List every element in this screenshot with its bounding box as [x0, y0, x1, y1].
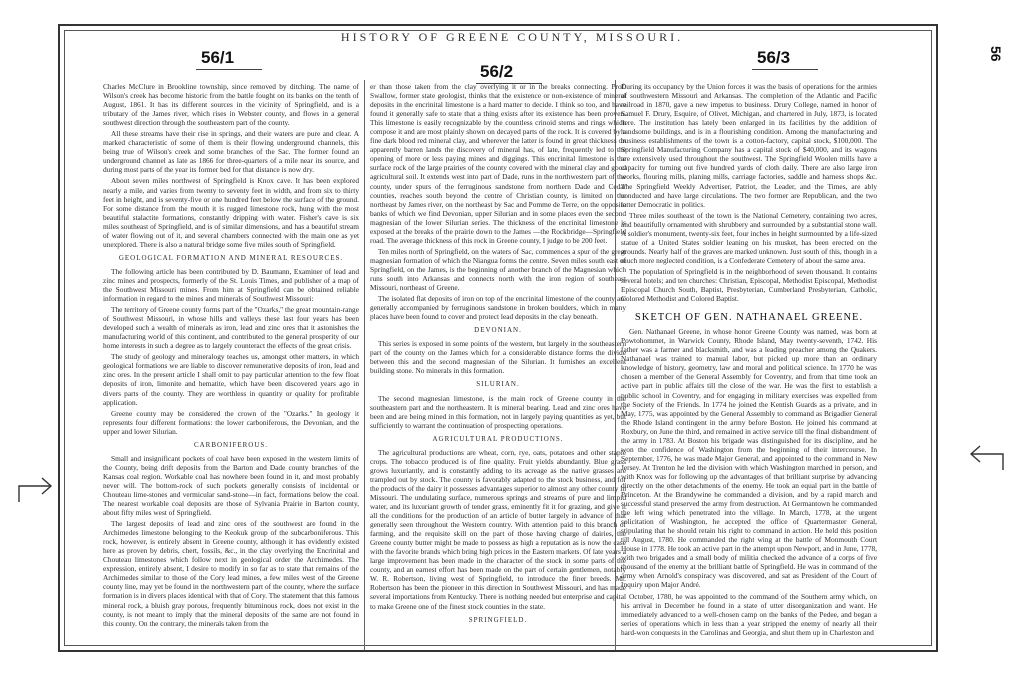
- section-heading: SPRINGFIELD.: [468, 615, 528, 624]
- text-column-2: [370, 82, 626, 648]
- section-heading: GEOLOGICAL FORMATION AND MINERAL RESOURCES.: [118, 253, 344, 262]
- paragraph: The agricultural productions are wheat, corn, rye, oats, potatoes and other staple crops. The tobacco produced is of fine quality. Fruit yields abundantly. Blue grass grows luxuriantly, and is constantly adding to its acreage as the native grasses are trampled out by stock. The county is favorably adapted to the stock business, and for the products of the dairy it possesses advantages superior to almost any other county in Missouri. The undulating surface, numerous springs and streams of pure and limpid water, and its luxuriant growth of tender grass, eminently fit it for grazing, and give it all the conditions for the production of an article of butter largely in advance of that generally seen throughout the Western country. With attention paid to this branch of farming, and the requisite skill on the part of those having charge of dairies, the Greene county butter might be made to possess as high a reputation as is now the case with the favorite brands which bring high prices in the Eastern markets. Of late years a large improvement has been made in the character of the stock in some parts of the county, and an earnest effort has been made on the part of certain gentlemen, notably W. R. Robertson, living west of Springfield, to introduce the finer breeds. Mr. Robertson has been the pioneer in this direction in Southwest Missouri, and has made several importations from Kentucky. There is nothing needed but enterprise and capital to make Greene one of the finest stock counties in the state.: [370, 447, 626, 611]
- page-number-left: 56/1: [201, 48, 235, 67]
- text-column-3: [621, 82, 877, 648]
- right-arrow-icon: [16, 462, 60, 506]
- paragraph: Greene county may be considered the crown of the "Ozarks." In geology it represents four different formations: the lower carboniferous, the Devonian, and the upper and lower Silurian.: [103, 408, 359, 436]
- paragraph: Small and insignificant pockets of coal have been exposed in the western limits of the County, being drift deposits from the Barton and Dade county branches of the Kansas coal region. Workable coal has nowhere been found in it, and most probably never will. The bottom-rock of such pockets generally consists of incidental or Chouteau lime-stones and vermicular sand-stone—in fact, formations below the coal. The nearest workable coal deposits are those of Sylvania Prairie in Barton county, about fifty miles west of Springfield.: [103, 453, 359, 518]
- paragraph: All these streams have their rise in springs, and their waters are pure and clear. A marked characteristic of some of them is their flowing underground channels, this being true of Wilson's creek and some branches of the Sac. The former found an underground channel as late as 1866 for three-quarters of a mile near its source, and during most parts of the year its former bed for that distance is now dry.: [103, 129, 359, 175]
- paragraph: The population of Springfield is in the neighborhood of seven thousand. It contains several hotels; and ten churches: Christian, Episcopal, Methodist Episcopal, Methodist Episcopal Church South, Baptist, Presbyterian, Cumberland Presbyterian, Catholic, Colored Methodist and Colored Baptist.: [621, 266, 877, 304]
- paragraph: Ten miles north of Springfield, on the waters of Sac, commences a spur of the great magnesian formation of which the Niangua forms the centre. Seven miles south east of Springfield, on the James, is the beginning of another branch of the Magnesian which runs south into Arkansas and connects north with the iron region of southeast Missouri, northeast of Greene.: [370, 246, 626, 293]
- paragraph: The following article has been contributed by D. Baumann, Examiner of lead and zinc mines and prospects, formerly of the St. Louis Times, and publisher of a map of the Southwest Missouri mines. From him at Springfield can be obtained reliable information in regard to the mines and minerals of Southwest Missouri:: [103, 266, 359, 304]
- column-rule-1: [364, 80, 365, 650]
- paragraph: The study of geology and mineralogy teaches us, amongst other matters, in which geological formations we are liable to discover remunerative deposits of iron, lead and zinc ores. In the present article I shall omit to pay particular attention to the few float deposits of iron, limonite and hematite, which have been discovered years ago in divers parts of the county. They are worthless in quantity or quality for profitable application.: [103, 352, 359, 407]
- paragraph: About seven miles northwest of Springfield is Knox cave. It has been explored nearly a mile, and varies from twenty to seventy feet in width, and from six to thirty feet in height, and is seventy-five or one hundred feet below the surface of the ground. For some distance from the mouth it is rugged limestone rock, hung with the most beautiful stalactite formations, constantly dripping with water. Fisher's cave is six miles southeast of Springfield, and is of similar dimensions, and has a beautiful stream of water flowing out of it, and several chambers connected with the main one as yet unexplored. There is also a natural bridge some five miles south of Springfield.: [103, 176, 359, 249]
- paragraph: The largest deposits of lead and zinc ores of the southwest are found in the Archimedes limestone belonging to the Keokuk group of the subcarboniferous. This rock, however, is entirely absent in Greene county, although it has evidently existed here as proven by debris, chert, fossils, &c., in the clay overlying the Encrinital and Chouteau limestones which follow next in geological order the Archimedes. The expression, entirely absent, I desire to modify in so far as to state that remains of the Archimedes similar to those of the Cory lead mines, a few miles west of the Greene county line, may yet be found in the northwestern part of the county, where the surface formation is in divers places identical with that of Cory. The statement that this famous mineral rock, a bluish gray porous, frequently bituminous rock, does not exist in the county, is not meant to imply that the mineral deposits of the same are not found in this county. On the contrary, the minerals taken from the: [103, 519, 359, 628]
- left-arrow-icon: [962, 430, 1006, 474]
- section-heading: AGRICULTURAL PRODUCTIONS.: [432, 434, 564, 443]
- paragraph: October, 1780, he was appointed to the command of the Southern army which, on his arrival in December he found in a state of utter disorganization and want. He immediately advanced to a well-chosen camp on the banks of the Pedee, and began a series of operations which in less than a year stripped the enemy of nearly all their hard-won conquests in the Carolinas and Georgia, and shut them up in Charleston and: [621, 591, 877, 637]
- page-header-title: HISTORY OF GREENE COUNTY, MISSOURI.: [340, 30, 684, 44]
- paragraph: Three miles southeast of the town is the National Cemetery, containing two acres, and beautifully ornamented with shrubbery and surrounded by a substantial stone wall. A soldier's monument, twenty-six feet, four inches in height surmounted by a life-sized statue of a United States soldier leaning on his musket, has been erected on the grounds. Nearly half of the graves are marked unknown. Just south of this, though in a much more neglected condition, is a Confederate Cemetery of about the same area.: [621, 210, 877, 265]
- paragraph: During its occupancy by the Union forces it was the basis of operations for the armies of southwestern Missouri and Arkansas. The completion of the Atlantic and Pacific railroad in 1870, gave a new impetus to business. Drury College, named in honor of Samuel F. Drury, Esquire, of Olivet, Michigan, and chartered in July, 1873, is located here. The institution has lately been enlarged in its facilities by the addition of handsome buildings, and is in a flourishing condition. Among the manufacturing and business establishments of the town is a cotton-factory, capital stock, $100,000. The Springfield Manufacturing Company has a capital stock of $40,000, and its wagons are extensively used throughout the southwest. The Springfield Woolen mills have a capacity for turning out five hundred yards of cloth daily. There are also large iron works, flouring mills, planing mills, carriage factories, saddle and harness shops &c. The Springfield Weekly Advertiser, Patriot, the Leader, and the Times, are ably conducted and have large circulations. The two former are Republican, and the two latter Democratic in politics.: [621, 82, 877, 209]
- paragraph: The territory of Greene county forms part of the "Ozarks," the great mountain-range of Southwest Missouri, in whose hills and valleys these last four years has been developed such a wealth of minerals as iron, lead and zinc ores that it astonishes the manufacturing world of this continent, and contributed to the general prosperity of our home interests in such a degree as to largely counteract the effects of the great crisis.: [103, 305, 359, 351]
- paragraph: This series is exposed in some points of the western, but largely in the southeastern part of the county on the James which for a considerable distance forms the divide between this and the second magnesian of the Silurian. It furnishes an excellent building stone. No minerals in this formation.: [370, 339, 626, 376]
- paragraph: Charles McClure in Brookline township, since removed by ditching. The name of Wilson's creek has become historic from the battle fought on its banks on the tenth of August, 1861. It has its different sources in the vicinity of Springfield, and is a tributary of the James river, which rises in Webster county, and flows in a general southwest direction through the southeastern part of the county.: [103, 82, 359, 128]
- paragraph: The isolated flat deposits of iron on top of the encrinital limestone of the county are generally accompanied by ferruginous sandstone in broken boulders, which in many places have been found to cover and protect lead deposits in the clay beneath.: [370, 294, 626, 322]
- paragraph: The second magnesian limestone, is the main rock of Greene county in the southeastern part and the northeastern. It is mineral bearing. Lead and zinc ores have been and are being mined in this formation, not in largely paying quantities as yet, but sufficiently to warrant the continuation of prospecting operations.: [370, 393, 626, 430]
- section-heading: SKETCH OF GEN. NATHANAEL GREENE.: [634, 312, 864, 324]
- paragraph: er than those taken from the clay overlying it or in the breaks connecting. Prof. Swallow, former state geologist, thinks that the existence or non-existence of mineral deposits in the encrinital limestone is a hard matter to decide. I think so too, and have found it generally safe to state that a thing exists after its existence has been proven. This limestone is easily recognizable by the countless crinoid stems and rings which compose it and are most plainly shown on decayed parts of the rock. It is covered by a fine dark blood red mineral clay, and wherever the latter is found in great thickness on apparently barren lands the discovery of mineral has, of late, frequently led to the opening of more or less paying mines and diggings. This encrinital limestone is the surface rock of the large prairies of the county covered with the mineral clay and good agricultural soil. It extends west into part of Dade, runs in the northwestern part of the county, under spurs of the ferruginous sandstone from northern Dade and Cedar counties, reaches south beyond the centre of Christian county, is limited on the northeast by James river, on the northeast by Sac and Pomme de Terre, on the opposite banks of which we find Devonian, upper Silurian and in some places even the second magnesian of the lower Silurian series. The thickness of the encrinital limestone is exposed at the breaks of the prairie down to the James —the Rockbridge—Springfield road. The average thickness of this rock in Greene county, I judge to be 200 feet.: [370, 82, 626, 245]
- page-number-right-underline: [752, 69, 818, 70]
- text-column-1: [103, 82, 359, 648]
- section-heading: CARBONIFEROUS.: [193, 440, 269, 449]
- page-number-center: 56/2: [480, 62, 514, 81]
- section-heading: SILURIAN.: [476, 380, 520, 389]
- page-number-left-underline: [196, 69, 262, 70]
- page-number-right: 56/3: [757, 48, 791, 67]
- page-number-margin: 56: [988, 46, 1004, 62]
- paragraph: Gen. Nathanael Greene, in whose honor Greene County was named, was born at Powtohommet, in Warwick County, Rhode Island, May twenty-seventh, 1742. His father was a farmer and blacksmith, and was a leading preacher among the Quakers. Nathanael was trained to manual labor, but picked up more than an ordinary knowledge of history, geometry, law and moral and political science. In 1770 he was chosen a member of the General Assembly for Coventry, and from that time took an active part in public affairs till the close of the war. He was the first to establish a public school in Coventry, and for engaging in military exercises was expelled from the Society of the Friends. In 1774 he joined the Kentish Guards as a private, and in May, 1775, was appointed by the General Assembly to command as Brigadier General the Rhode Island contingent in the army before Boston. He joined his command at Roxbury, on June the third, and remained in active service till the final disbandment of the army in 1783. At Boston his brigade was distinguished for its discipline, and he won the confidence of Washington from the beginning of their intercourse. In September, 1776, he was made Major General, and appointed to the command in New Jersey. At Trenton he led the division with which Washington marched in person, and with Knox was for following up the advantages of that brilliant surprise by advancing directly on the other detachments of the enemy. He took an equal part in the battle of Princeton. At the Brandywine he commanded a division, and by a rapid march and successful stand preserved the army from destruction. At Germantown he commanded the left wing which penetrated into the village. In March, 1778, at the urgent solicitation of Washington, he accepted the office of Quartermaster General, stipulating that he should retain his right to command in action. He held this position till August, 1780. He commanded the right wing at the battle of Monmouth Court House in 1778. He took an active part in the attempt upon Newport, and in June, 1778, with two brigades and a small body of militia checked the advance of a corps of five thousand of the enemy at the brilliant battle of Springfield. He was in command of the army when Arnold's conspiracy was discovered, and sat as President of the Court of Inquiry upon Major André.: [621, 327, 877, 590]
- section-heading: DEVONIAN.: [474, 326, 522, 335]
